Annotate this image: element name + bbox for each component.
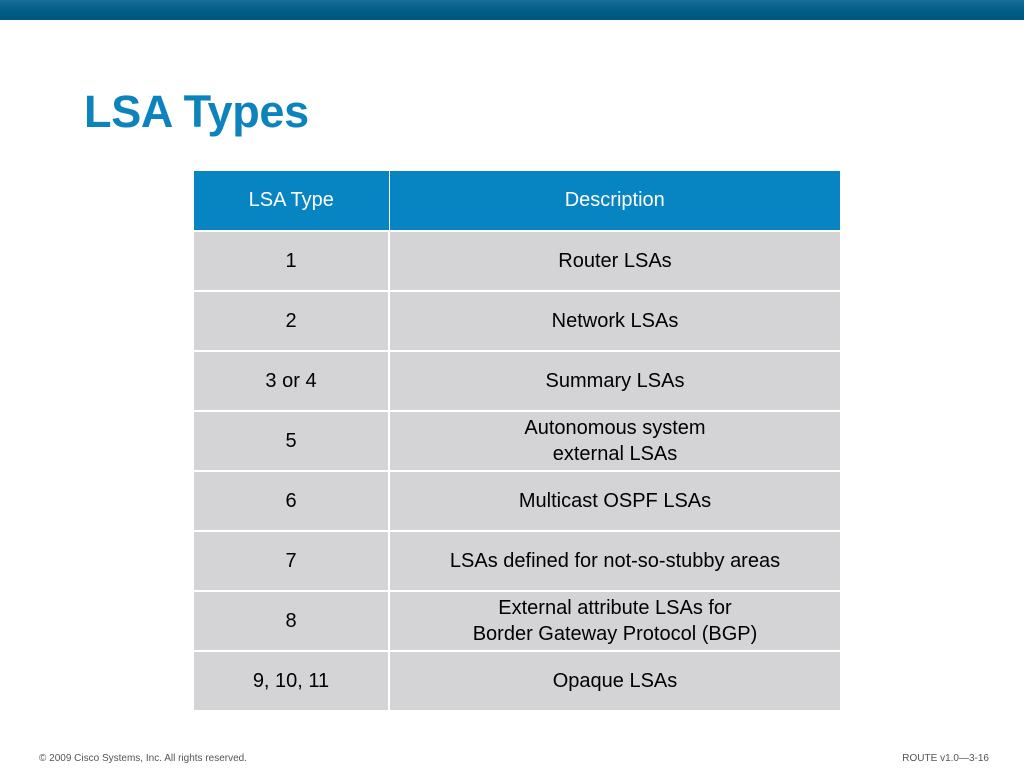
description-line: Network LSAs (551, 310, 679, 332)
description-cell (389, 351, 840, 411)
table-body (194, 231, 840, 710)
table-row (194, 651, 840, 710)
table-row (194, 351, 840, 411)
description-cell (389, 651, 840, 710)
lsa-type-cell: 3 or 4 (194, 351, 389, 411)
lsa-type-cell: 6 (194, 471, 389, 531)
table-row (194, 291, 840, 351)
header-lsa-type: LSA Type (194, 171, 389, 231)
description-line: external LSAs (552, 443, 678, 465)
header-description: Description (389, 171, 840, 231)
description-cell (389, 411, 840, 471)
table-row (194, 531, 840, 591)
description-cell (389, 291, 840, 351)
table-row (194, 411, 840, 471)
description-cell (389, 231, 840, 291)
description-line: Opaque LSAs (552, 670, 678, 692)
lsa-type-cell: 9, 10, 11 (194, 651, 389, 710)
description-line: Autonomous system (524, 417, 706, 439)
lsa-type-cell: 5 (194, 411, 389, 471)
footer-slide-ref: ROUTE v1.0—3-16 (902, 753, 989, 764)
description-cell (389, 591, 840, 651)
table-row (194, 231, 840, 291)
lsa-type-cell: 1 (194, 231, 389, 291)
description-cell (389, 531, 840, 591)
lsa-type-cell: 7 (194, 531, 389, 591)
slide-title: LSA Types (84, 86, 309, 137)
footer-copyright: © 2009 Cisco Systems, Inc. All rights reserved. (39, 753, 248, 764)
description-line: Multicast OSPF LSAs (518, 490, 712, 512)
description-line: LSAs defined for not-so-stubby areas (449, 550, 781, 572)
top-bar (0, 0, 1024, 20)
description-line: External attribute LSAs for (498, 597, 732, 619)
table-header-row (194, 171, 840, 231)
description-cell (389, 471, 840, 531)
lsa-types-table (194, 171, 840, 710)
description-line: Border Gateway Protocol (BGP) (472, 623, 758, 645)
table-row (194, 471, 840, 531)
table-row (194, 591, 840, 651)
lsa-type-cell: 8 (194, 591, 389, 651)
lsa-type-cell: 2 (194, 291, 389, 351)
description-line: Summary LSAs (545, 370, 685, 392)
description-line: Router LSAs (558, 250, 672, 272)
